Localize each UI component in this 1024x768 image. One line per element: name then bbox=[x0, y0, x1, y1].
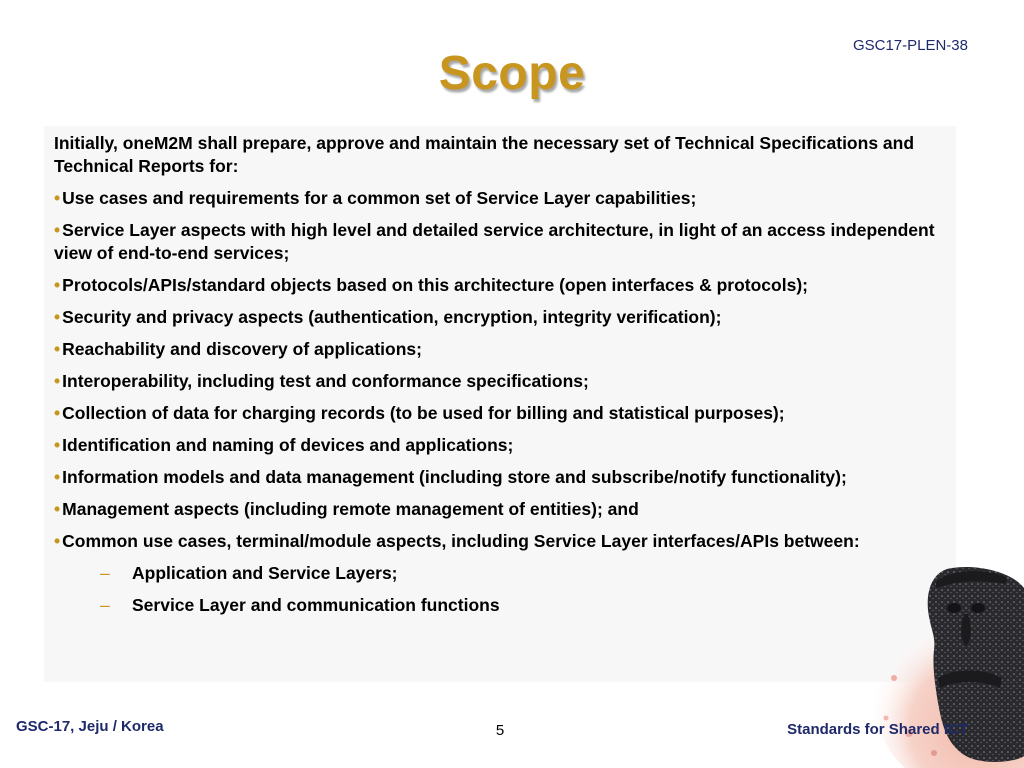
sub-bullet-text: Application and Service Layers; bbox=[132, 563, 398, 583]
bullet-text: Service Layer aspects with high level and detailed service architecture, in light of an access independent view of end-to-end services; bbox=[54, 220, 935, 263]
bullet-item bbox=[54, 338, 950, 361]
bullet-text: Use cases and requirements for a common set of Service Layer capabilities; bbox=[62, 188, 697, 208]
bullet-text: Security and privacy aspects (authentication, encryption, integrity verification); bbox=[62, 307, 722, 327]
page-number: 5 bbox=[495, 722, 505, 739]
slide-title: Scope bbox=[438, 47, 586, 100]
bullet-text: Management aspects (including remote management of entities); and bbox=[62, 499, 639, 519]
bullet-item bbox=[54, 370, 950, 393]
bullet-text: Common use cases, terminal/module aspects, including Service Layer interfaces/APIs between: bbox=[62, 531, 860, 551]
bullet-icon: • bbox=[54, 275, 61, 295]
footer-tagline: Standards for Shared ICT bbox=[787, 721, 968, 738]
bullet-item bbox=[54, 434, 950, 457]
bullet-text: Reachability and discovery of applications; bbox=[62, 339, 422, 359]
sub-bullet-item bbox=[54, 594, 950, 617]
sub-bullet-item bbox=[54, 562, 950, 585]
dash-icon: – bbox=[100, 563, 110, 583]
bullet-text: Collection of data for charging records (to be used for billing and statistical purposes); bbox=[62, 403, 785, 423]
bullet-icon: • bbox=[54, 467, 61, 487]
bullet-item bbox=[54, 530, 950, 553]
bullet-item bbox=[54, 498, 950, 521]
bullet-icon: • bbox=[54, 435, 61, 455]
document-id: GSC17-PLEN-38 bbox=[852, 37, 968, 54]
bullet-item bbox=[54, 187, 950, 210]
content-box bbox=[44, 126, 956, 682]
bullet-icon: • bbox=[54, 339, 61, 359]
sub-bullet-text: Service Layer and communication functions bbox=[132, 595, 500, 615]
bullet-icon: • bbox=[54, 499, 61, 519]
bullet-text: Interoperability, including test and conformance specifications; bbox=[62, 371, 589, 391]
bullet-item bbox=[54, 306, 950, 329]
intro-text: Initially, oneM2M shall prepare, approve and maintain the necessary set of Technical Specifications and Technical Reports for: bbox=[54, 133, 915, 176]
bullet-icon: • bbox=[54, 403, 61, 423]
bullet-text: Protocols/APIs/standard objects based on this architecture (open interfaces & protocols); bbox=[62, 275, 808, 295]
bullet-item bbox=[54, 219, 950, 265]
bullet-item bbox=[54, 274, 950, 297]
dash-icon: – bbox=[100, 595, 110, 615]
bullet-text: Information models and data management (including store and subscribe/notify functionality); bbox=[62, 467, 847, 487]
bullet-icon: • bbox=[54, 371, 61, 391]
bullet-text: Identification and naming of devices and applications; bbox=[62, 435, 514, 455]
bullet-item bbox=[54, 402, 950, 425]
bullet-item bbox=[54, 466, 950, 489]
bullet-icon: • bbox=[54, 188, 61, 208]
bullet-icon: • bbox=[54, 307, 61, 327]
bullet-icon: • bbox=[54, 531, 61, 551]
bullet-icon: • bbox=[54, 220, 61, 240]
footer-event: GSC-17, Jeju / Korea bbox=[16, 718, 164, 735]
